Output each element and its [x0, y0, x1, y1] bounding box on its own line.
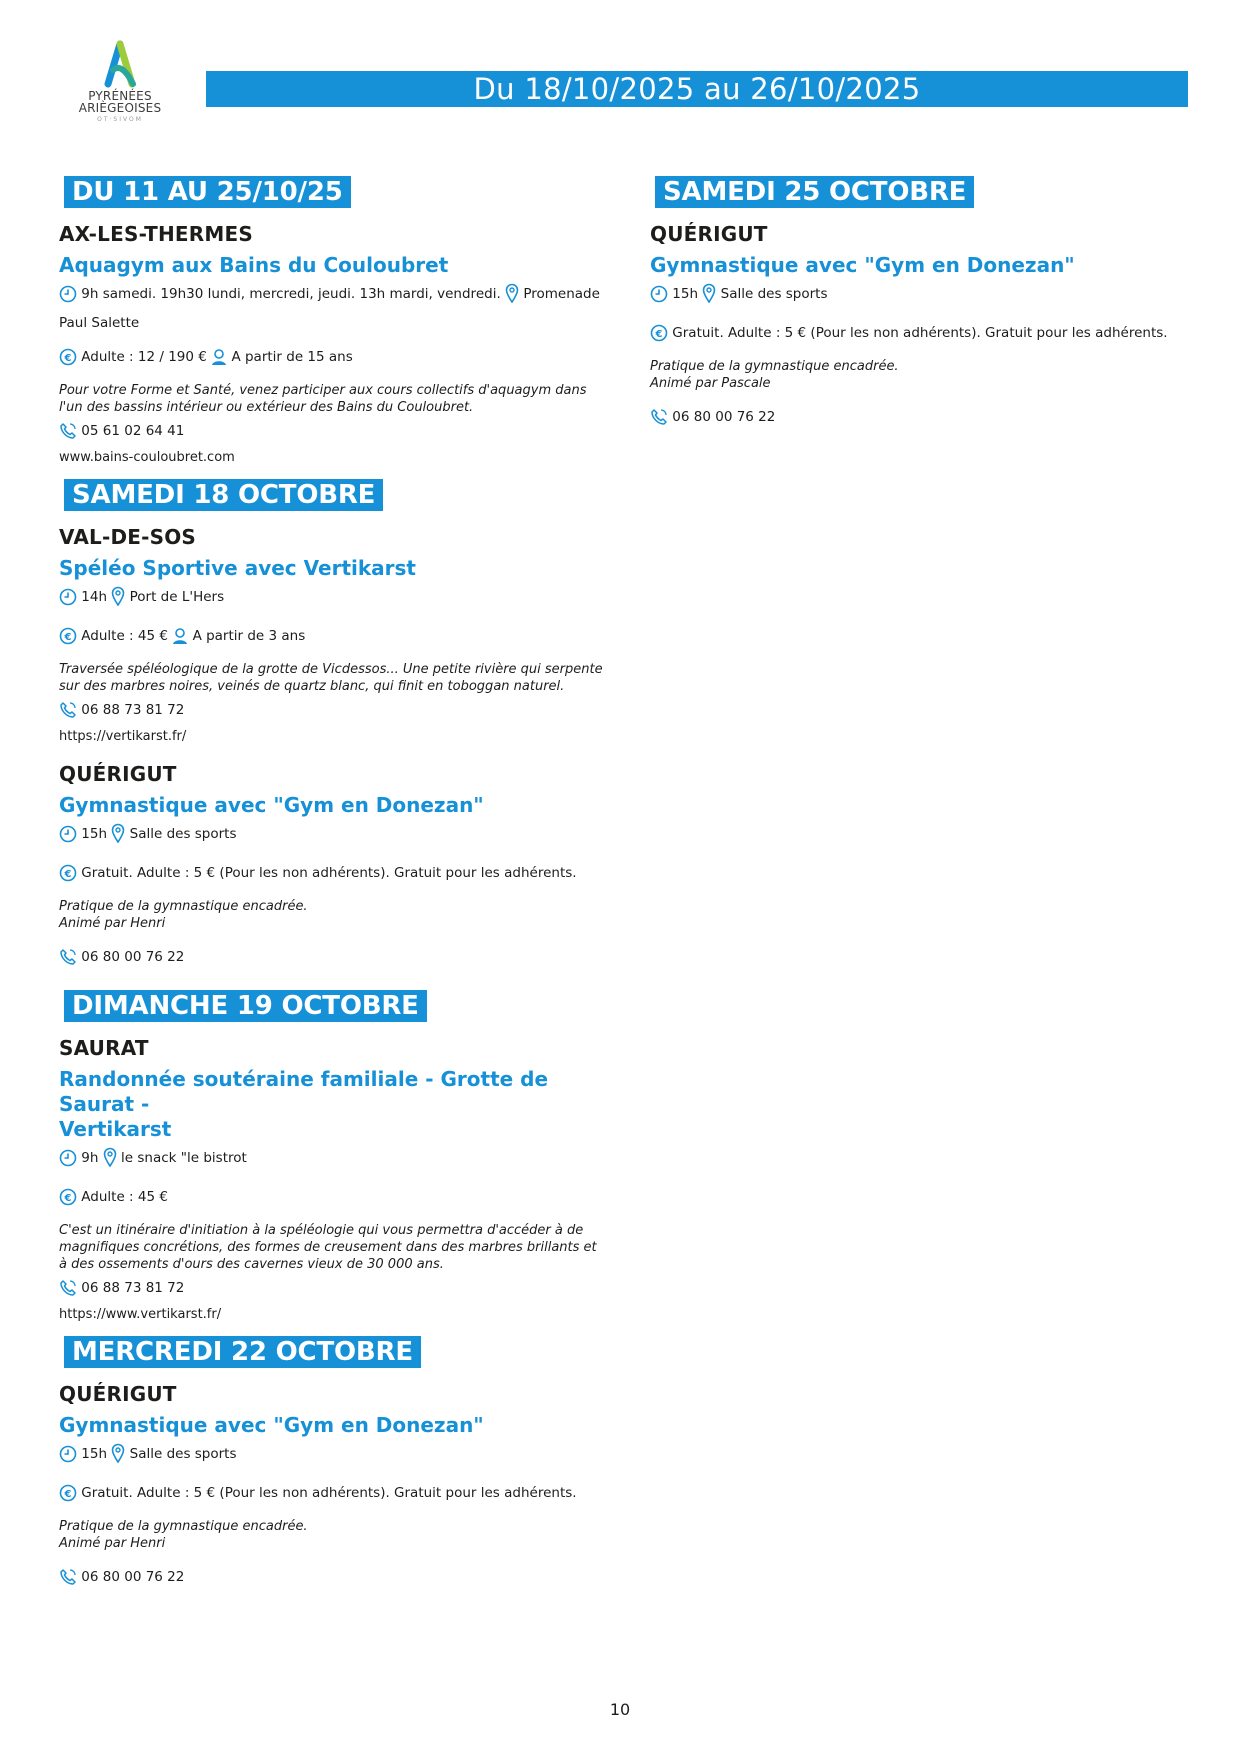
event-phone [59, 1279, 604, 1301]
event [59, 762, 604, 970]
event-city: AX-LES-THERMES [59, 222, 253, 246]
event-time-place [59, 282, 604, 335]
location-pin-icon [103, 1147, 117, 1175]
clock-icon [650, 285, 668, 311]
event-description: Pour votre Forme et Santé, venez participer aux cours collectifs d'aquagym dans l'un des bassins intérieur ou extérieur des Bains du Couloubret. [59, 383, 587, 415]
clock-icon [59, 825, 77, 851]
euro-icon [650, 324, 668, 350]
euro-icon [59, 864, 77, 890]
event-price: Gratuit. Adulte : 5 € (Pour les non adhérents). Gratuit pour les adhérents. [81, 865, 577, 881]
day-heading: SAMEDI 25 OCTOBRE [655, 176, 974, 208]
event-city: QUÉRIGUT [59, 762, 177, 786]
event-city: VAL-DE-SOS [59, 525, 197, 549]
euro-icon [59, 1188, 77, 1214]
location-pin-icon [702, 283, 716, 311]
location-pin-icon [111, 823, 125, 851]
event-description-line: Animé par Pascale [650, 376, 771, 391]
event [59, 222, 604, 465]
event-title: Gymnastique avec "Gym en Donezan" [59, 1413, 484, 1437]
event-title: Gymnastique avec "Gym en Donezan" [59, 793, 484, 817]
event-description: C'est un itinéraire d'initiation à la spéléologie qui vous permettra d'accéder à de magnifiques concrétions, des formes de creusement dans des marbres brillants et à des ossements d'ours des cavernes vieux de 30 000 ans. [59, 1223, 597, 1272]
euro-icon [59, 627, 77, 653]
event-time: 15h [672, 286, 699, 302]
event-phone-number: 06 80 00 76 22 [81, 949, 185, 965]
event-time: 9h samedi. 19h30 lundi, mercredi, jeudi. 13h mardi, vendredi. [81, 286, 501, 302]
event-description [650, 358, 1195, 392]
phone-icon [59, 701, 77, 723]
event [59, 525, 604, 744]
event-price: Adulte : 12 / 190 € [81, 349, 207, 365]
event-title: Gymnastique avec "Gym en Donezan" [650, 253, 1075, 277]
phone-icon [59, 422, 77, 444]
svg-text:€: € [64, 1489, 72, 1500]
event-phone-number: 06 88 73 81 72 [81, 1280, 185, 1296]
event [59, 1382, 604, 1590]
event-place: Salle des sports [720, 286, 828, 302]
svg-text:€: € [64, 869, 72, 880]
event-phone [59, 1568, 604, 1590]
event-place: Salle des sports [129, 826, 237, 842]
event-time: 15h [81, 1446, 108, 1462]
event-price-age [59, 624, 604, 653]
event-title-line: Randonnée soutéraine familiale - Grotte de Saurat - [59, 1067, 549, 1116]
clock-icon [59, 1149, 77, 1175]
event-phone [59, 701, 604, 723]
event-price: Adulte : 45 € [81, 1189, 168, 1205]
event-phone [59, 422, 604, 444]
event-price-row [59, 861, 604, 890]
event-title: Aquagym aux Bains du Couloubret [59, 253, 449, 277]
event-description [59, 898, 604, 932]
location-pin-icon [505, 283, 519, 311]
svg-text:€: € [64, 1193, 72, 1204]
day-heading: SAMEDI 18 OCTOBRE [64, 479, 383, 511]
event-description: Traversée spéléologique de la grotte de Vicdessos... Une petite rivière qui serpente sur des marbres noires, veinés de quartz blanc, qui finit en toboggan naturel. [59, 662, 603, 694]
event [59, 1036, 604, 1322]
event-title [59, 1067, 604, 1142]
date-range-header: Du 18/10/2025 au 26/10/2025 [206, 71, 1188, 107]
event-price: Gratuit. Adulte : 5 € (Pour les non adhérents). Gratuit pour les adhérents. [81, 1485, 577, 1501]
event-city: SAURAT [59, 1036, 149, 1060]
event-description-line: Pratique de la gymnastique encadrée. [59, 899, 308, 914]
event-description-line: Animé par Henri [59, 916, 166, 931]
event-phone [59, 948, 604, 970]
event-price-age [59, 345, 604, 374]
event-description-line: Pratique de la gymnastique encadrée. [650, 359, 899, 374]
euro-icon [59, 348, 77, 374]
event-place: Port de L'Hers [129, 589, 225, 605]
event-description [59, 1518, 604, 1552]
event-time-place [59, 585, 604, 614]
event-phone-number: 06 88 73 81 72 [81, 702, 185, 718]
logo-line-3: OT·SIVOM [97, 116, 143, 123]
event-price-row [650, 321, 1195, 350]
phone-icon [59, 1279, 77, 1301]
left-column [59, 176, 604, 1596]
event-place: Promenade Paul Salette [59, 286, 600, 331]
event-time: 15h [81, 826, 108, 842]
phone-icon [650, 408, 668, 430]
event-phone-number: 05 61 02 64 41 [81, 423, 185, 439]
location-pin-icon [111, 586, 125, 614]
event-price: Gratuit. Adulte : 5 € (Pour les non adhérents). Gratuit pour les adhérents. [672, 325, 1168, 341]
day-heading: DIMANCHE 19 OCTOBRE [64, 990, 427, 1022]
event-title-line: Vertikarst [59, 1117, 172, 1141]
event-age: A partir de 15 ans [231, 349, 353, 365]
event-website[interactable]: https://www.vertikarst.fr/ [59, 1307, 222, 1322]
event-price: Adulte : 45 € [81, 628, 168, 644]
day-heading: DU 11 AU 25/10/25 [64, 176, 351, 208]
event-phone [650, 408, 1195, 430]
event-description-line: Animé par Henri [59, 1536, 166, 1551]
event-website[interactable]: www.bains-couloubret.com [59, 450, 235, 465]
event-place: Salle des sports [129, 1446, 237, 1462]
event-title: Spéléo Sportive avec Vertikarst [59, 556, 416, 580]
event-phone-number: 06 80 00 76 22 [81, 1569, 185, 1585]
svg-text:€: € [655, 329, 663, 340]
logo [72, 40, 168, 123]
event-time-place [650, 282, 1195, 311]
svg-text:€: € [64, 632, 72, 643]
event [650, 222, 1195, 430]
event-time-place [59, 1442, 604, 1471]
event-age: A partir de 3 ans [192, 628, 306, 644]
clock-icon [59, 285, 77, 311]
person-icon [211, 348, 227, 374]
event-time-place [59, 1146, 604, 1175]
event-time: 14h [81, 589, 108, 605]
event-time: 9h [81, 1150, 99, 1166]
event-phone-number: 06 80 00 76 22 [672, 409, 776, 425]
event-price-row [59, 1481, 604, 1510]
euro-icon [59, 1484, 77, 1510]
location-pin-icon [111, 1443, 125, 1471]
phone-icon [59, 1568, 77, 1590]
event-city: QUÉRIGUT [650, 222, 768, 246]
right-column [650, 176, 1195, 436]
phone-icon [59, 948, 77, 970]
event-website[interactable]: https://vertikarst.fr/ [59, 729, 187, 744]
svg-text:€: € [64, 353, 72, 364]
page-number: 10 [609, 1700, 631, 1719]
event-description-line: Pratique de la gymnastique encadrée. [59, 1519, 308, 1534]
event-city: QUÉRIGUT [59, 1382, 177, 1406]
logo-line-2: ARIÈGEOISES [78, 101, 162, 115]
clock-icon [59, 1445, 77, 1471]
day-heading: MERCREDI 22 OCTOBRE [64, 1336, 421, 1368]
logo-line-1: PYRÉNÉES [88, 89, 152, 103]
event-place: le snack "le bistrot [121, 1150, 247, 1166]
logo-mark [100, 40, 140, 90]
clock-icon [59, 588, 77, 614]
event-price-row [59, 1185, 604, 1214]
person-icon [172, 627, 188, 653]
event-time-place [59, 822, 604, 851]
